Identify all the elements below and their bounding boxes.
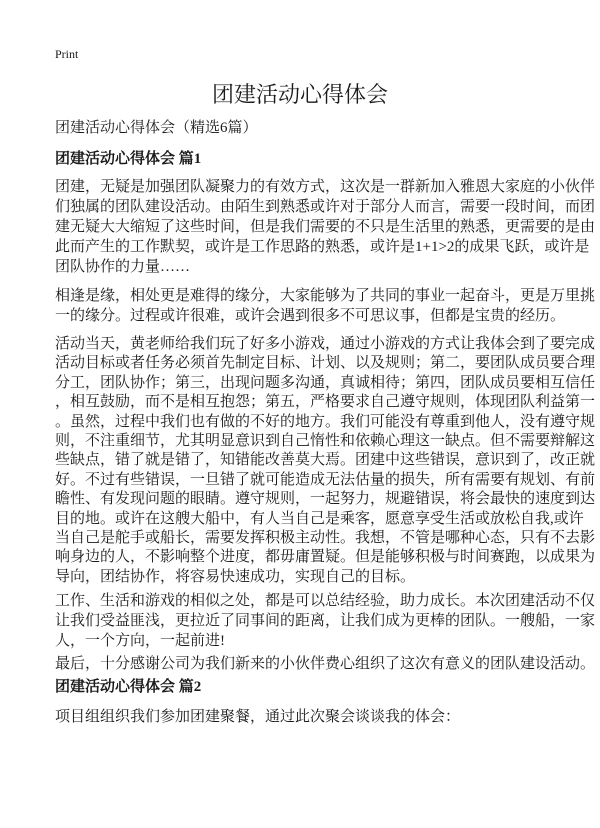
section-heading-1: 团建活动心得体会 篇1 bbox=[55, 151, 202, 167]
paragraph-line: 响身边的人，不影响整个进度，都毋庸置疑。但是能够积极与时间赛跑，以成果为 bbox=[55, 549, 596, 566]
section-heading-2: 团建活动心得体会 篇2 bbox=[55, 679, 202, 696]
paragraph-line: 导向，团结协作，将容易快速成功，实现自己的目标。 bbox=[55, 568, 416, 585]
paragraph-line: 让我们受益匪浅，更拉近了同事间的距离，让我们成为更棒的团队。一艘船，一家 bbox=[55, 613, 596, 630]
paragraph-line: 工作、生活和游戏的相似之处，都是可以总结经验，助力成长。本次团建活动不仅 bbox=[55, 593, 596, 610]
paragraph-line: 瞻性、有发现问题的眼睛。遵守规则，一起努力，规避错误，将会最快的速度到达 bbox=[55, 491, 596, 508]
paragraph-line: 好。不过有些错误，一旦错了就可能造成无法估量的损失，所有需要有规划、有前 bbox=[55, 471, 596, 488]
paragraph bbox=[55, 654, 595, 674]
paragraph-line: 。虽然，过程中我们也有做的不好的地方。我们可能没有尊重到他人，没有遵守规 bbox=[55, 413, 596, 430]
page-title: 团建活动心得体会 bbox=[211, 82, 388, 107]
paragraph-line: ，相互鼓励，而不是相互抱怨；第五，严格要求自己遵守规则，体现团队利益第一 bbox=[55, 394, 596, 411]
paragraph-line: 当自己是舵手或船长，需要发挥积极主动性。我想，不管是哪种心态，只有不去影 bbox=[55, 529, 596, 546]
paragraph-line: 些缺点，错了就是错了，知错能改善莫大焉。团建中这些错误，意识到了，改正就 bbox=[55, 452, 596, 469]
paragraph-line: 建无疑大大缩短了这些时间，但是我们需要的不只是生活里的熟悉，更需要的是由 bbox=[55, 219, 596, 235]
paragraph bbox=[55, 177, 595, 277]
document-subtitle: 团建活动心得体会（精选6篇） bbox=[55, 120, 258, 136]
paragraph-line: 目的地。或许在这艘大船中，有人当自己是乘客，愿意享受生活或放松自我,或许 bbox=[55, 510, 584, 527]
paragraph-line: 相逢是缘，相处更是难得的缘分，大家能够为了共同的事业一起奋斗，更是万里挑 bbox=[55, 288, 596, 304]
paragraph-line: 项目组组织我们参加团建聚餐，通过此次聚会谈谈我的体会： bbox=[55, 709, 461, 726]
paragraph bbox=[55, 707, 595, 727]
paragraph bbox=[55, 335, 595, 587]
print-link[interactable]: Print bbox=[55, 47, 79, 61]
paragraph-line: 最后，十分感谢公司为我们新来的小伙伴费心组织了这次有意义的团队建设活动。 bbox=[55, 656, 596, 673]
paragraph bbox=[55, 286, 595, 326]
paragraph-line: 分工，团队协作；第三，出现问题多沟通，真诚相待；第四，团队成员要相互信任 bbox=[55, 374, 596, 391]
document-body bbox=[55, 118, 595, 727]
paragraph-line: 此而产生的工作默契，或许是工作思路的熟悉，或许是1+1>2的成果飞跃，或许是 bbox=[55, 239, 590, 255]
paragraph-line: 团队协作的力量…… bbox=[55, 259, 191, 275]
paragraph-line: 一的缘分。过程或许很难，或许会遇到很多不可思议事，但都是宝贵的经历。 bbox=[55, 308, 566, 324]
paragraph-line: 则，不注重细节，尤其明显意识到自己惰性和依赖心理这一缺点。但不需要辩解这 bbox=[55, 432, 596, 449]
paragraph-line: 团建，无疑是加强团队凝聚力的有效方式，这次是一群新加入雅恩大家庭的小伙伴 bbox=[55, 179, 596, 195]
paragraph-line: 活动目标或者任务必须首先制定目标、计划、以及规则；第二，要团队成员要合理 bbox=[55, 355, 596, 372]
paragraph bbox=[55, 591, 595, 651]
paragraph-line: 人，一个方向，一起前进! bbox=[55, 633, 225, 650]
paragraph-line: 们独属的团队建设活动。由陌生到熟悉或许对于部分人而言，需要一段时间，而团 bbox=[55, 199, 596, 215]
paragraph-line: 活动当天，黄老师给我们玩了好多小游戏，通过小游戏的方式让我体会到了要完成 bbox=[55, 336, 596, 352]
